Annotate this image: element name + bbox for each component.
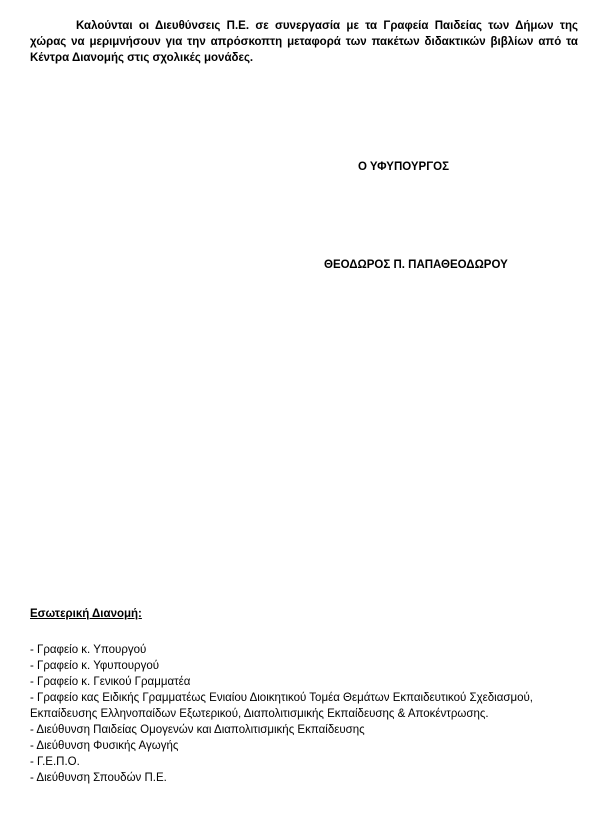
distribution-item: - Γραφείο κ. Γενικού Γραμματέα <box>30 676 191 688</box>
signature-name: ΘΕΟΔΩΡΟΣ Π. ΠΑΠΑΘΕΟΔΩΡΟΥ <box>324 259 508 271</box>
distribution-item: - Διεύθυνση Παιδείας Ομογενών και Διαπολιτισμικής Εκπαίδευσης <box>30 724 365 736</box>
signature-title: Ο ΥΦΥΠΟΥΡΓΟΣ <box>358 161 449 173</box>
distribution-item: - Γραφείο κ. Υφυπουργού <box>30 660 160 672</box>
distribution-item: - Γραφείο κας Ειδικής Γραμματέως Ενιαίου Διοικητικού Τομέα Θεμάτων Εκπαιδευτικού Σχεδιασμού, Εκπαίδευσης Ελληνοπαίδων Εξωτερικού, Διαπολιτισμικής Εκπαίδευσης & Αποκέντρωσης. <box>30 692 533 720</box>
distribution-item: - Διεύθυνση Φυσικής Αγωγής <box>30 740 179 752</box>
body-paragraph: Καλούνται οι Διευθύνσεις Π.Ε. σε συνεργασία με τα Γραφεία Παιδείας των Δήμων της χώρας να μεριμνήσουν για την απρόσκοπτη μεταφορά των πακέτων διδακτικών βιβλίων από τα Κέντρα Διανομής στις σχολικές μονάδες. <box>30 20 578 64</box>
distribution-item: - Γ.Ε.Π.Ο. <box>30 756 80 768</box>
distribution-item: - Γραφείο κ. Υπουργού <box>30 644 147 656</box>
distribution-item: - Διεύθυνση Σπουδών Π.Ε. <box>30 772 167 784</box>
internal-distribution-heading: Εσωτερική Διανομή: <box>30 608 142 620</box>
internal-distribution-list <box>30 642 590 786</box>
